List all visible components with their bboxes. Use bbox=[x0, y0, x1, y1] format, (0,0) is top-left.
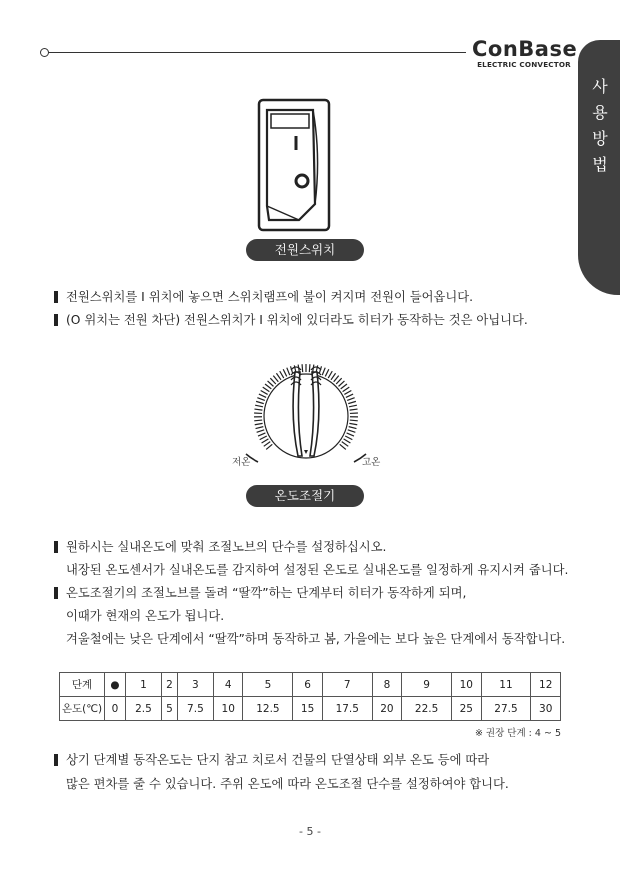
dial-tick bbox=[265, 384, 271, 389]
thermostat-para1-line2: 내장된 온도센서가 실내온도를 감지하여 설정된 온도로 실내온도를 일정하게 유지시켜 줍니다. bbox=[66, 563, 569, 577]
dial-tick bbox=[348, 401, 356, 403]
dial-tick bbox=[256, 427, 264, 429]
power-line-2: (O 위치는 전원 차단) 전원스위치가 I 위치에 있더라도 히터가 동작하는 것은 아닙니다. bbox=[66, 313, 528, 327]
dial-tick bbox=[344, 391, 351, 395]
dial-tick bbox=[283, 369, 287, 376]
dial-tick bbox=[347, 433, 354, 436]
dial-tick bbox=[270, 378, 275, 384]
dial-tick bbox=[263, 387, 270, 391]
thermostat-dial-illustration bbox=[238, 358, 374, 468]
table-row-steps bbox=[60, 673, 561, 697]
dial-low-label: 저온 bbox=[232, 457, 251, 468]
table-cell: 10 bbox=[452, 673, 481, 697]
page-number: - 5 - bbox=[299, 825, 321, 838]
dial-tick bbox=[343, 387, 350, 391]
dial-tick bbox=[350, 409, 358, 410]
dial-tick bbox=[336, 378, 341, 384]
dial-tick bbox=[256, 401, 264, 403]
dial-tick bbox=[347, 398, 354, 401]
dial-tick bbox=[257, 430, 265, 433]
table-cell: 2 bbox=[162, 673, 178, 697]
table-cell: 25 bbox=[452, 697, 481, 721]
table-cell: 0 bbox=[105, 697, 126, 721]
dial-tick bbox=[349, 405, 357, 407]
dial-tick bbox=[348, 430, 356, 433]
power-line-1: 전원스위치를 I 위치에 놓으면 스위치램프에 불이 켜지며 전원이 들어옵니다. bbox=[66, 290, 474, 304]
dial-tick bbox=[264, 442, 271, 447]
dial-tick bbox=[344, 439, 351, 443]
dial-tick bbox=[345, 436, 352, 440]
step-temperature-table bbox=[59, 672, 561, 721]
table-cell: 10 bbox=[214, 697, 243, 721]
table-cell: 20 bbox=[372, 697, 401, 721]
table-cell: 12.5 bbox=[243, 697, 293, 721]
table-cell: 5 bbox=[243, 673, 293, 697]
dial-ticks bbox=[254, 364, 358, 458]
thermostat-para2-line3: 겨울철에는 낮은 단계에서 “딸깍”하며 동작하고 봄, 가을에는 보다 높은 단계에서 동작합니다. bbox=[66, 632, 566, 646]
dial-tick bbox=[261, 391, 268, 395]
table-cell: 7.5 bbox=[177, 697, 213, 721]
table-cell: 4 bbox=[214, 673, 243, 697]
dial-tick bbox=[334, 376, 339, 382]
dial-tick bbox=[339, 381, 345, 386]
table-cell: 27.5 bbox=[481, 697, 531, 721]
dial-tick bbox=[257, 398, 264, 401]
header-rule bbox=[46, 52, 466, 53]
note-line-2: 많은 편차를 줄 수 있습니다. 주위 온도에 따라 온도조절 단수를 설정하여야 합니다. bbox=[66, 777, 509, 791]
row-header-steps: 단계 bbox=[60, 673, 105, 697]
thermostat-caption: 온도조절기 bbox=[246, 485, 364, 507]
table-cell: 1 bbox=[125, 673, 161, 697]
brand-name: ConBase bbox=[472, 37, 578, 61]
table-cell: 7 bbox=[322, 673, 372, 697]
dial-tick bbox=[341, 384, 347, 389]
dial-tick bbox=[254, 409, 262, 410]
dial-tick bbox=[276, 373, 281, 380]
brand-subtitle: ELECTRIC CONVECTOR bbox=[477, 60, 571, 69]
note-line-1: 상기 단계별 동작온도는 단지 참고 치로서 건물의 단열상태 외부 온도 등에 따라 bbox=[66, 753, 490, 767]
power-switch-caption: 전원스위치 bbox=[246, 239, 364, 261]
dial-tick bbox=[266, 444, 272, 449]
recommended-steps-note: ※ 권장 단계 : 4 ~ 5 bbox=[474, 728, 561, 739]
dial-tick bbox=[350, 420, 358, 421]
table-cell: ● bbox=[105, 673, 126, 697]
side-tab-label: 사 용 방 법 bbox=[592, 77, 608, 174]
dial-tick bbox=[254, 420, 262, 421]
table-cell: 9 bbox=[402, 673, 452, 697]
table-cell: 3 bbox=[177, 673, 213, 697]
table-cell: 6 bbox=[293, 673, 322, 697]
dial-tick bbox=[280, 371, 284, 378]
dial-tick bbox=[258, 433, 265, 436]
table-row-temps bbox=[60, 697, 561, 721]
dial-tick bbox=[255, 405, 263, 407]
dial-tick bbox=[309, 364, 310, 372]
dial-tick bbox=[349, 423, 357, 424]
table-cell: 30 bbox=[531, 697, 561, 721]
dial-tick bbox=[325, 369, 329, 376]
table-cell: 17.5 bbox=[322, 697, 372, 721]
dial-tick bbox=[287, 368, 290, 375]
dial-inner-ring bbox=[264, 374, 348, 458]
dial-tick bbox=[331, 373, 336, 380]
dial-tick bbox=[273, 376, 278, 382]
dial-tick bbox=[349, 427, 357, 429]
dial-tick bbox=[259, 394, 266, 397]
thermostat-para1-line1: 원하시는 실내온도에 맞춰 조절노브의 단수를 설정하십시오. bbox=[66, 540, 387, 554]
table-cell: 2.5 bbox=[125, 697, 161, 721]
dial-tick bbox=[260, 436, 267, 440]
row-header-temps: 온도(℃) bbox=[60, 697, 105, 721]
dial-tick bbox=[255, 423, 263, 424]
dial-high-label: 고온 bbox=[362, 457, 381, 468]
dial-tick bbox=[328, 371, 332, 378]
thermostat-para2-line1: 온도조절기의 조절노브를 돌려 “딸깍”하는 단계부터 히터가 동작하게 되며, bbox=[66, 586, 467, 600]
power-switch-illustration bbox=[255, 96, 335, 236]
dial-tick bbox=[340, 444, 346, 449]
table-cell: 22.5 bbox=[402, 697, 452, 721]
table-cell: 15 bbox=[293, 697, 322, 721]
brand-logo bbox=[472, 38, 576, 69]
table-cell: 8 bbox=[372, 673, 401, 697]
dial-tick bbox=[346, 394, 353, 397]
dial-tick bbox=[262, 439, 269, 443]
table-cell: 11 bbox=[481, 673, 531, 697]
dial-tick bbox=[342, 442, 349, 447]
dial-tick bbox=[302, 364, 303, 372]
table-cell: 12 bbox=[531, 673, 561, 697]
dial-tick bbox=[322, 368, 325, 375]
dial-tick bbox=[268, 381, 274, 386]
header-rule-dot bbox=[40, 48, 49, 57]
table-cell: 5 bbox=[162, 697, 178, 721]
thermostat-para2-line2: 이때가 현재의 온도가 됩니다. bbox=[66, 609, 225, 623]
